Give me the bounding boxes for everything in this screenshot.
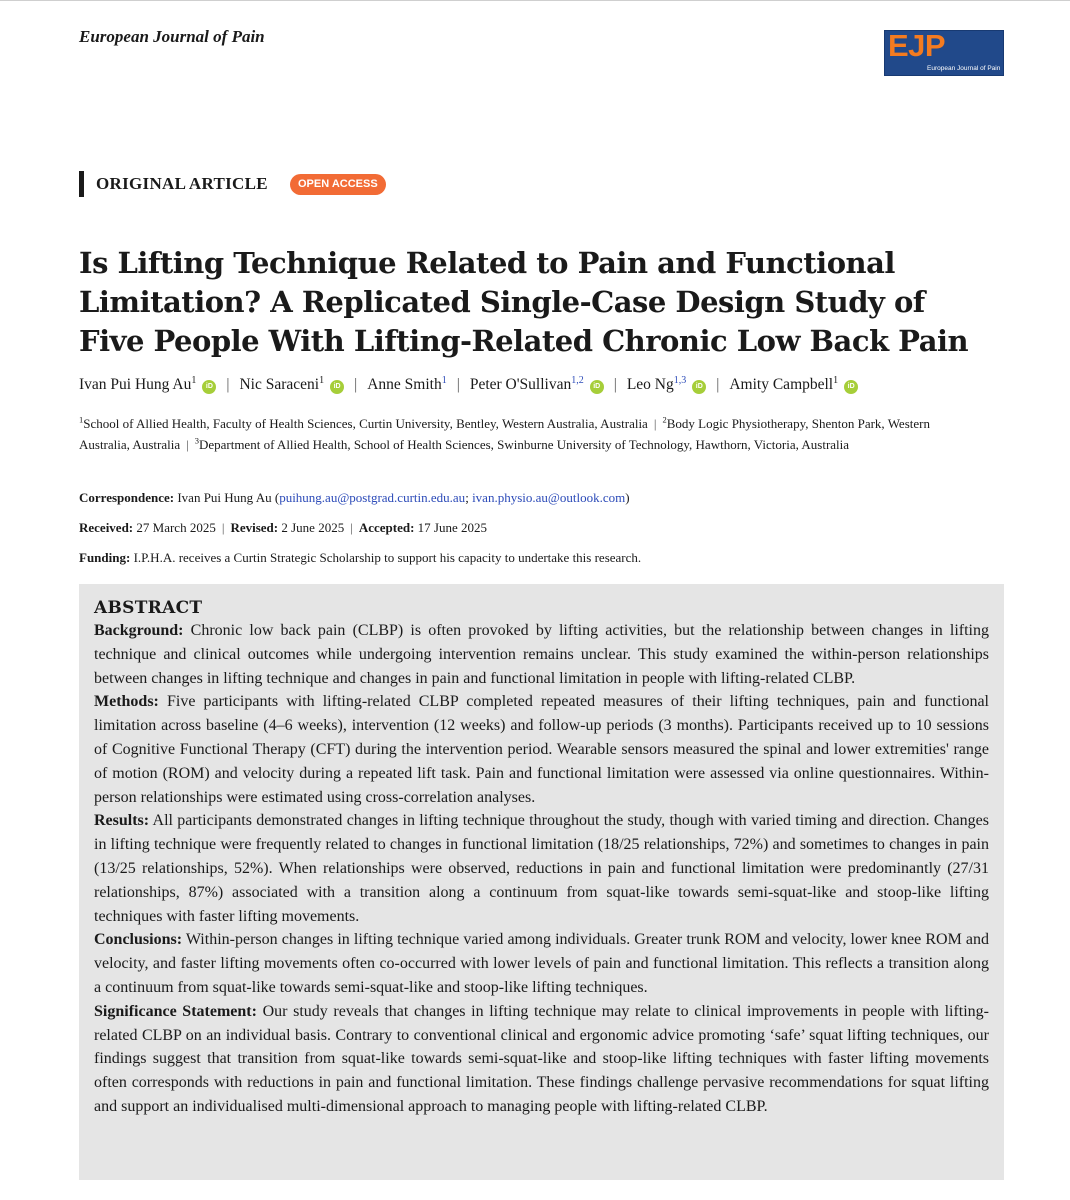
author[interactable]: Peter O'Sullivan$^{1,2}$iD [470,374,604,396]
journal-logo[interactable] [884,30,1004,76]
article-title: Is Lifting Technique Related to Pain and Functional Limitation? A Replicated Single-Case Design Study of Five People With Lifting-Related Chronic Low Back Pain [79,246,969,358]
affiliation: Body Logic Physiotherapy, Shenton Park, Western Australia, Australia [79,416,930,452]
orcid-icon[interactable]: iD [590,380,604,394]
orcid-icon[interactable]: iD [330,380,344,394]
article-type: ORIGINAL ARTICLE [96,174,268,193]
author-affil: 1 [319,374,325,386]
article-dates: Received: 27 March 2025 | Revised: 2 June 2025 | Accepted: 17 June 2025 [79,520,487,535]
author[interactable]: Ivan Pui Hung Au$^1$iD [79,374,216,396]
journal-name[interactable]: European Journal of Pain [79,27,265,46]
article-type-marker [79,171,84,197]
abstract-box [79,584,1004,1180]
email-link[interactable]: ivan.physio.au@outlook.com [472,490,626,505]
orcid-icon[interactable]: iD [202,380,216,394]
author-list: Ivan Pui Hung Au$^1$iD | Nic Saraceni$^1$iD | Anne Smith$^1$ | Peter O'Sullivan$^{1,2}$iD | Leo Ng$^{1,3}$iD | Amity Campbell$^1$iD [79,374,999,396]
funding: Funding: I.P.H.A. receives a Curtin Strategic Scholarship to support his capacity to undertake this research. [79,550,642,565]
affiliations: $^1$School of Allied Health, Faculty of Health Sciences, Curtin University, Bentley, Western Australia, Australia | $^2$Body Logic Physiotherapy, Shenton Park, Western Australia, Australia | $^3$Department of Allied Health, School of Health Sciences, Swinburne University of Technology, Hawthorn, Victoria, Australia [79,414,930,452]
author[interactable]: Amity Campbell$^1$iD [729,374,858,396]
abstract-significance: Significance Statement: Our study reveals that changes in lifting technique may relate to clinical improvements in people with lifting-related CLBP on an individual basis. Contrary to conventional clinical and ergonomic advice promoting ‘safe’ squat lifting techniques, our findings suggest that transition from squat-like towards semi-squat-like and stoop-like lifting techniques with faster lifting movements often corresponds with reductions in pain and functional limitation. These findings challenge pervasive recommendations for squat lifting and support an individualised multi-dimensional approach to managing people with lifting-related CLBP. [94,1002,990,1115]
author-affil: 1,3 [673,374,687,386]
affiliation: Department of Allied Health, School of Health Sciences, Swinburne University of Technology, Hawthorn, Victoria, Australia [198,436,850,452]
orcid-icon[interactable]: iD [844,380,858,394]
abstract-results: Results: All participants demonstrated changes in lifting technique throughout the study, though with varied timing and direction. Changes in lifting technique were frequently related to changes in functional limitation (18/25 relationships, 72%) and sometimes to changes in pain (13/25 relationships, 52%). When relationships were observed, reductions in pain and functional limitation were predominantly (27/31 relationships, 87%) associated with a transition along a continuum from squat-like towards semi-squat-like and stoop-like lifting techniques with faster lifting movements. [94,812,989,925]
orcid-icon[interactable]: iD [692,380,706,394]
affiliation: School of Allied Health, Faculty of Health Sciences, Curtin University, Bentley, Western Australia, Australia [83,416,648,431]
abstract-background: Background: Chronic low back pain (CLBP) is often provoked by lifting activities, but the relationship between changes in lifting technique and clinical outcomes while undergoing intervention remains unclear. This study examined the within-person relationships between changes in lifting technique and changes in pain and functional limitation in people with lifting-related CLBP. [94,622,990,687]
author-affil: 1 [191,374,197,386]
author-affil: 1 [441,374,447,386]
email-link[interactable]: puihung.au@postgrad.curtin.edu.au [279,490,466,505]
author[interactable]: Anne Smith$^1$ [367,374,447,393]
abstract-conclusions: Conclusions: Within-person changes in lifting technique varied among individuals. Greater trunk ROM and velocity, lower knee ROM and velocity, and faster lifting movements often co-occurred with lower levels of pain and functional limitation. This reflects a transition along a continuum from squat-like towards semi-squat-like and stoop-like lifting techniques. [94,931,990,996]
abstract-methods: Methods: Five participants with lifting-related CLBP completed repeated measures of their lifting techniques, pain and functional limitation across baseline (4–6 weeks), intervention (12 weeks) and follow-up periods (3 months). Participants received up to 10 sessions of Cognitive Functional Therapy (CFT) during the intervention period. Wearable sensors measured the spinal and lower extremities' range of motion (ROM) and velocity during a repeated lift task. Pain and functional limitation were assessed via online questionnaires. Within-person relationships were estimated using cross-correlation analyses. [94,693,989,806]
open-access-badge: OPEN ACCESS [290,174,386,195]
author-affil: 1,2 [571,374,584,386]
author[interactable]: Nic Saraceni$^1$iD [239,374,344,396]
correspondence: Correspondence: Ivan Pui Hung Au (puihung.au@postgrad.curtin.edu.au; ivan.physio.au@outlook.com) [79,490,630,505]
abstract-heading: ABSTRACT [94,598,203,618]
top-rule [0,0,1070,1]
logo-letters: EJP [888,28,946,63]
author[interactable]: Leo Ng$^{1,3}$iD [627,374,706,396]
logo-text: European Journal of Pain [927,65,1001,72]
author-affil: 1 [833,374,839,386]
